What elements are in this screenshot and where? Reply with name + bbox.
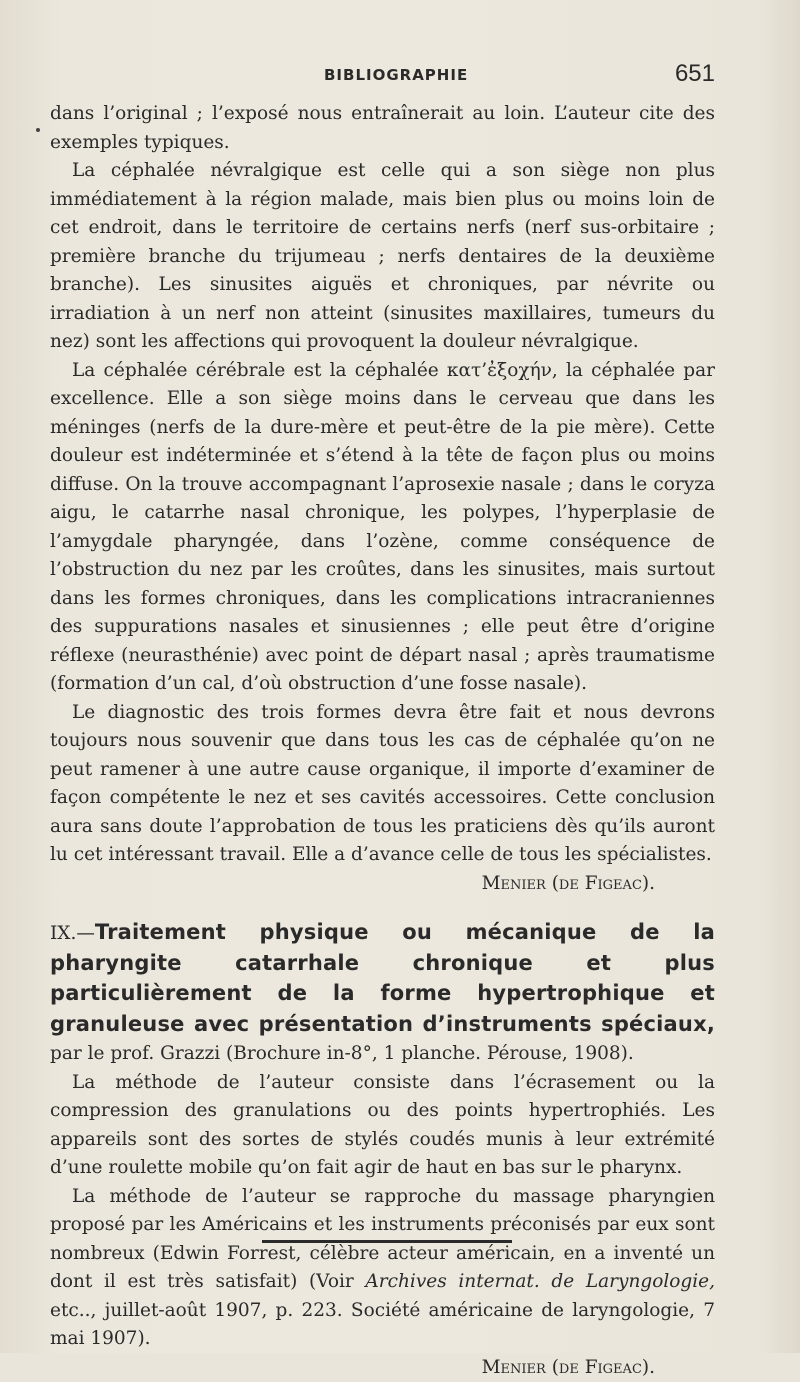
article-title: Traitement physique ou mécanique de la pharyngite catarrhale chronique et plus particulièrement de la forme hypertrophique et granuleuse avec présentation d’instruments spéciaux, [50, 920, 715, 1036]
section-number: IX.— [50, 923, 95, 944]
running-head: BIBLIOGRAPHIE [324, 66, 468, 84]
paragraph-text: etc.., juillet-août 1907, p. 223. Société américaine de laryngologie, 7 mai 1907). [50, 1300, 715, 1350]
paragraph-text: La méthode de l’auteur se rapproche du massage pharyngien proposé par les Américains et les instruments préconisés par eux sont nombreux (Edwin Forrest, célèbre acteur américain, en a inventé un dont il est très satisfait) (Voir [50, 1186, 715, 1293]
body-text [50, 100, 715, 1382]
paragraph: La céphalée névralgique est celle qui a son siège non plus immédiatement à la région malade, mais bien plus ou moins loin de cet endroit, dans le territoire de certains nerfs (nerf sus-orbitaire ; première branche du trijumeau ; nerfs dentaires de la deuxième branche). Les sinusites aiguës et chroniques, par névrite ou irradiation à un nerf non atteint (sinusites maxillaires, tumeurs du nez) sont les affections qui provoquent la douleur névralgique. [50, 157, 715, 357]
page-header [50, 60, 715, 96]
margin-mark [36, 128, 40, 132]
paragraph [50, 1183, 715, 1354]
end-rule [262, 1240, 512, 1243]
author-signature: Menier (de Figeac). [50, 1354, 715, 1382]
page-number: 651 [675, 60, 715, 88]
paragraph: dans l’original ; l’exposé nous entraînerait au loin. L’auteur cite des exemples typiques. [50, 100, 715, 157]
article-heading [50, 918, 715, 1069]
paragraph: La céphalée cérébrale est la céphalée κατ’ἐξοχήν, la céphalée par excellence. Elle a son siège moins dans le cerveau que dans les méninges (nerfs de la dure-mère et peut-être de la pie mère). Cette douleur est indéterminée et s’étend à la tête de façon plus ou moins diffuse. On la trouve accompagnant l’aprosexie nasale ; dans le coryza aigu, le catarrhe nasal chronique, les polypes, l’hyperplasie de l’amygdale pharyngée, dans l’ozène, comme conséquence de l’obstruction du nez par les croûtes, dans les sinusites, mais surtout dans les formes chroniques, dans les complications intracraniennes des suppurations nasales et sinusiennes ; elle peut être d’origine réflexe (neurasthénie) avec point de départ nasal ; après traumatisme (formation d’un cal, d’où obstruction d’une fosse nasale). [50, 357, 715, 699]
paragraph [50, 699, 715, 870]
paragraph: La méthode de l’auteur consiste dans l’écrasement ou la compression des granulations ou des points hypertrophiés. Les appareils sont des sortes de stylés coudés munis à leur extrémité d’une roulette mobile qu’on fait agir de haut en bas sur le pharynx. [50, 1069, 715, 1183]
journal-title: Archives internat. de Laryngologie, [365, 1271, 715, 1292]
paragraph-text: Le diagnostic des trois formes devra être fait et nous devrons toujours nous souvenir que dans tous les cas de céphalée qu’on ne peut ramener à une autre cause organique, il importe d’examiner de façon compétente le nez et ses cavités accessoires. Cette conclusion aura sans doute l’approbation de tous les praticiens dès qu’ils auront lu cet intéressant travail. Elle a d’avance celle de tous les spécialistes. [50, 702, 715, 866]
author-signature: Menier (de Figeac). [50, 870, 715, 899]
article-byline: par le prof. Grazzi (Brochure in-8°, 1 planche. Pérouse, 1908). [50, 1043, 634, 1064]
